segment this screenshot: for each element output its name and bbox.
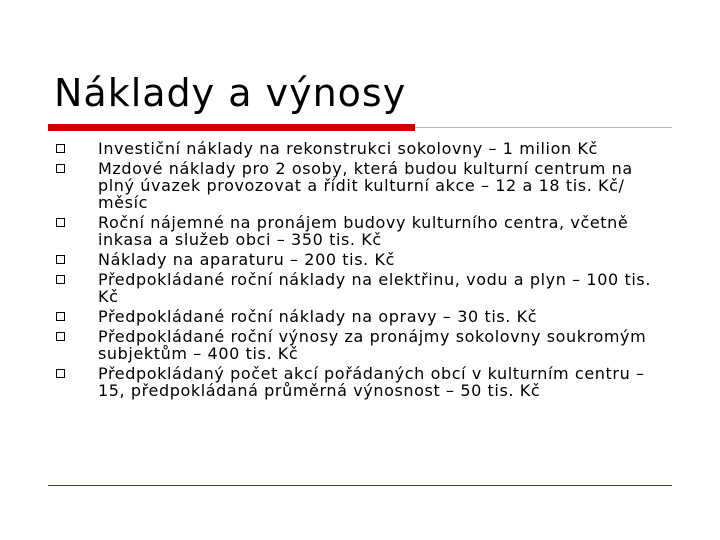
bullet-list xyxy=(54,140,672,402)
bullet-text: Roční nájemné na pronájem budovy kulturního centra, včetně inkasa a služeb obci – 350 tis. Kč xyxy=(98,213,629,249)
hollow-square-bullet-icon xyxy=(56,312,65,321)
bullet-text: Předpokládané roční výnosy za pronájmy sokolovny soukromým subjektům – 400 tis. Kč xyxy=(98,327,647,363)
slide-title: Náklady a výnosy xyxy=(54,71,407,115)
bullet-text: Investiční náklady na rekonstrukci sokolovny – 1 milion Kč xyxy=(98,139,598,158)
bullet-text: Předpokládaný počet akcí pořádaných obcí v kulturním centru – 15, předpokládaná průměrná výnosnost – 50 tis. Kč xyxy=(98,364,645,400)
hollow-square-bullet-icon xyxy=(56,275,65,284)
footer-divider-line xyxy=(48,485,672,486)
bullet-item xyxy=(54,271,672,305)
bullet-item xyxy=(54,328,672,362)
hollow-square-bullet-icon xyxy=(56,218,65,227)
bullet-item xyxy=(54,365,672,399)
bullet-item xyxy=(54,251,672,268)
hollow-square-bullet-icon xyxy=(56,255,65,264)
bullet-text: Náklady na aparaturu – 200 tis. Kč xyxy=(98,250,396,269)
hollow-square-bullet-icon xyxy=(56,332,65,341)
bullet-text: Předpokládané roční náklady na elektřinu, vodu a plyn – 100 tis. Kč xyxy=(98,270,652,306)
bullet-text: Předpokládané roční náklady na opravy – 30 tis. Kč xyxy=(98,307,538,326)
hollow-square-bullet-icon xyxy=(56,369,65,378)
bullet-item xyxy=(54,214,672,248)
bullet-item xyxy=(54,308,672,325)
bullet-item xyxy=(54,140,672,157)
bullet-text: Mzdové náklady pro 2 osoby, která budou kulturní centrum na plný úvazek provozovat a řídit kulturní akce – 12 a 18 tis. Kč/ měsíc xyxy=(98,159,633,212)
bullet-item xyxy=(54,160,672,211)
hollow-square-bullet-icon xyxy=(56,164,65,173)
title-accent-bar xyxy=(48,124,415,131)
hollow-square-bullet-icon xyxy=(56,144,65,153)
